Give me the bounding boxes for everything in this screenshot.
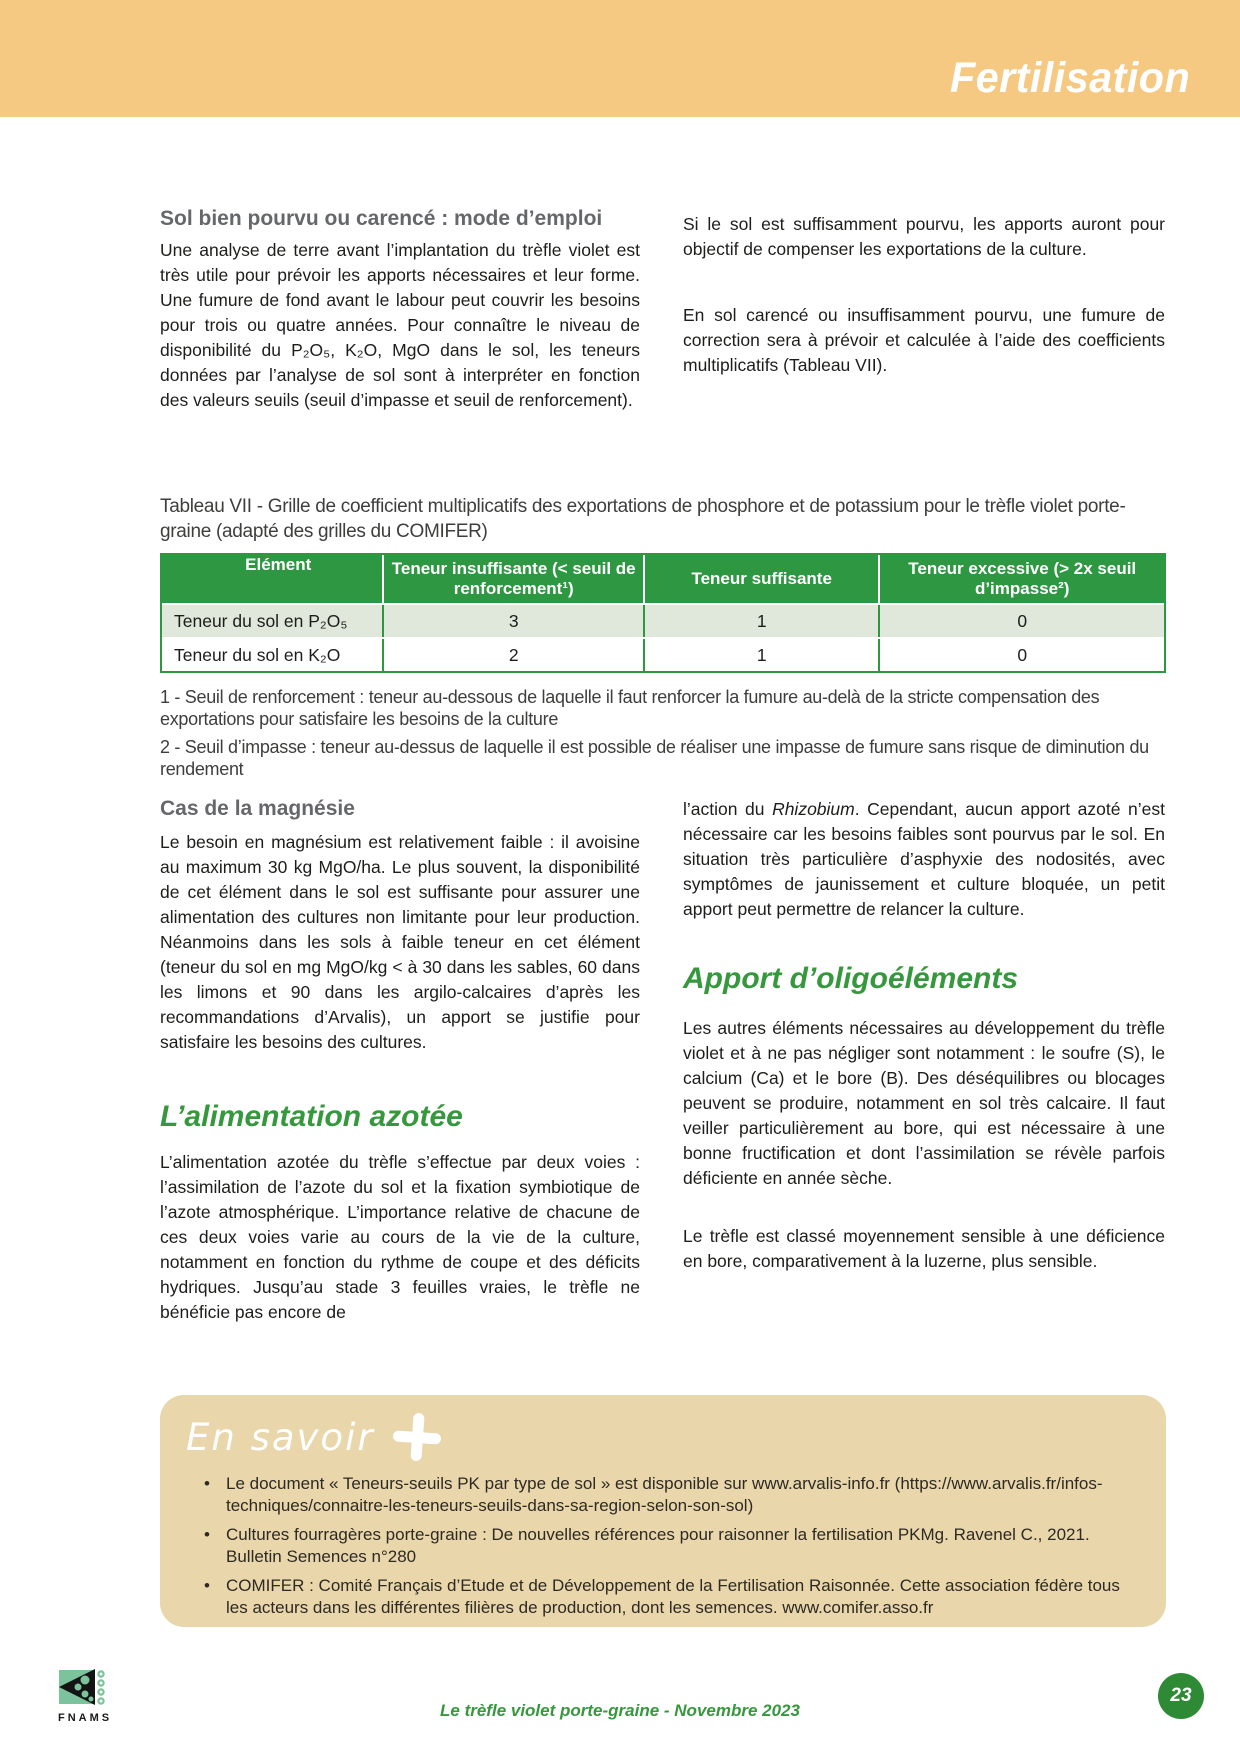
bullet-text: Le document « Teneurs-seuils PK par type de sol » est disponible sur www.arvalis-info.fr (https://www.arvalis.fr/infos-techniques/connaitre-les-teneurs-seuils-dans-sa-region-selon-son-sol) bbox=[226, 1474, 1103, 1515]
table-cell-value: 1 bbox=[643, 639, 878, 671]
table-cell-value: 3 bbox=[382, 605, 643, 637]
info-box-title-text: En savoir bbox=[186, 1415, 375, 1459]
bullet-icon: • bbox=[204, 1474, 210, 1493]
list-item bbox=[204, 1524, 1134, 1567]
rhizobium-italic: Rhizobium bbox=[772, 799, 855, 819]
section-heading-azote: L’alimentation azotée bbox=[160, 1100, 463, 1133]
paragraph-sol-right-1: Si le sol est suffisamment pourvu, les apports auront pour objectif de compenser les exportations de la culture. bbox=[683, 214, 1165, 259]
info-box-bullets bbox=[204, 1473, 1134, 1626]
paragraph-oligo-1: Les autres éléments nécessaires au développement du trèfle violet et à ne pas négliger sont notamment : le soufre (S), le calcium (Ca) et le bore (B). Des déséquilibres ou blocages peuvent se produire, notamment en sol très calcaire. Il faut veiller particulièrement au bore, qui est nécessaire à une bonne fructification et dont l’assimilation se révèle parfois déficiente en année sèche. bbox=[683, 1018, 1165, 1188]
table-header-row bbox=[162, 555, 1164, 603]
table-footnote-2: 2 - Seuil d’impasse : teneur au-dessus de laquelle il est possible de réaliser une impasse de fumure sans risque de diminution du rendement bbox=[160, 737, 1149, 779]
info-box-title bbox=[186, 1411, 443, 1463]
table-header-excessive: Teneur excessive (> 2x seuil d’impasse²) bbox=[878, 555, 1164, 603]
table-caption: Tableau VII - Grille de coefficient multiplicatifs des exportations de phosphore et de potassium pour le trèfle violet porte-graine (adapté des grilles du COMIFER) bbox=[160, 496, 1126, 542]
bullet-icon: • bbox=[204, 1525, 210, 1544]
table-header-insuffisante: Teneur insuffisante (< seuil de renforcement¹) bbox=[382, 555, 643, 603]
bullet-text: Cultures fourragères porte-graine : De nouvelles références pour raisonner la fertilisation PKMg. Ravenel C., 2021. Bulletin Semences n°280 bbox=[226, 1525, 1090, 1566]
table-cell-label: Teneur du sol en K₂O bbox=[174, 644, 341, 665]
header-band bbox=[0, 0, 1240, 117]
info-box bbox=[160, 1395, 1166, 1627]
coefficients-table bbox=[160, 553, 1166, 673]
table-cell-value: 1 bbox=[643, 605, 878, 637]
table-header-element: Elément bbox=[245, 555, 312, 574]
table-cell-value: 2 bbox=[382, 639, 643, 671]
paragraph-oligo-2: Le trèfle est classé moyennement sensible à une déficience en bore, comparativement à la luzerne, plus sensible. bbox=[683, 1226, 1165, 1271]
list-item bbox=[204, 1575, 1134, 1618]
section-heading-magnesie: Cas de la magnésie bbox=[160, 797, 355, 820]
table-cell-label: Teneur du sol en P₂O₅ bbox=[174, 610, 348, 631]
section-heading-sol: Sol bien pourvu ou carencé : mode d’emploi bbox=[160, 207, 603, 230]
paragraph-magnesie: Le besoin en magnésium est relativement faible : il avoisine au maximum 30 kg MgO/ha. Le plus souvent, la disponibilité de cet élément dans le sol est suffisante pour assurer une alimentation des cultures non limitante pour leur production. Néanmoins dans les sols à faible teneur en cet élément (teneur du sol en mg MgO/kg < à 30 dans les sables, 60 dans les limons et 90 dans les argilo-calcaires d’après les recommandations d’Arvalis), un apport se justifie pour satisfaire les besoins des cultures. bbox=[160, 832, 640, 1052]
table-cell-value: 0 bbox=[878, 605, 1164, 637]
footer-text: Le trèfle violet porte-graine - Novembre 2023 bbox=[440, 1701, 800, 1720]
page-number-badge: 23 bbox=[1158, 1673, 1204, 1719]
paragraph-rhizobium bbox=[683, 797, 1165, 922]
table-cell-value: 0 bbox=[878, 639, 1164, 671]
page-title: Fertilisation bbox=[949, 54, 1190, 102]
section-heading-oligo: Apport d’oligoéléments bbox=[683, 962, 1019, 995]
list-item bbox=[204, 1473, 1134, 1516]
table-row bbox=[162, 603, 1164, 637]
bullet-text: COMIFER : Comité Français d’Etude et de Développement de la Fertilisation Raisonnée. Cette association fédère tous les acteurs dans les différentes filières de production, dont les semences. www.comifer.asso.fr bbox=[226, 1576, 1120, 1617]
paragraph-azote: L’alimentation azotée du trèfle s’effectue par deux voies : l’assimilation de l’azote du sol et la fixation symbiotique de l’azote atmosphérique. L’importance relative de chacune de ces deux voies varie au cours de la vie de la culture, notamment en fonction du rythme de coupe et des déficits hydriques. Jusqu’au stade 3 feuilles vraies, le trèfle ne bénéficie pas encore de bbox=[160, 1152, 640, 1322]
table-row bbox=[162, 637, 1164, 671]
table-footnote-1: 1 - Seuil de renforcement : teneur au-dessous de laquelle il faut renforcer la fumure au-delà de la stricte compensation des exportations pour satisfaire les besoins de la culture bbox=[160, 687, 1100, 729]
paragraph-sol: Une analyse de terre avant l’implantation du trèfle violet est très utile pour prévoir les apports nécessaires et leur forme. Une fumure de fond avant le labour peut couvrir les besoins pour trois ou quatre années. Pour connaître le niveau de disponibilité du P₂O₅, K₂O, MgO dans le sol, les teneurs données par l’analyse de sol sont à interpréter en fonction des valeurs seuils (seuil d’impasse et seuil de renforcement). bbox=[160, 240, 640, 410]
paragraph-sol-right-2: En sol carencé ou insuffisamment pourvu, une fumure de correction sera à prévoir et calculée à l’aide des coefficients multiplicatifs (Tableau VII). bbox=[683, 305, 1165, 375]
rhizobium-post: . Cependant, aucun apport azoté n’est nécessaire car les besoins faibles sont pourvus par le sol. En situation très particulière d’asphyxie des nodosités, avec symptômes de jaunissement et culture bloquée, un petit apport peut permettre de relancer la culture. bbox=[683, 799, 1165, 919]
bullet-icon: • bbox=[204, 1576, 210, 1595]
table-header-suffisante: Teneur suffisante bbox=[643, 555, 878, 603]
plus-icon bbox=[391, 1411, 443, 1463]
rhizobium-pre: l’action du bbox=[683, 799, 773, 819]
fnams-logo-label: FNAMS bbox=[58, 1712, 113, 1724]
